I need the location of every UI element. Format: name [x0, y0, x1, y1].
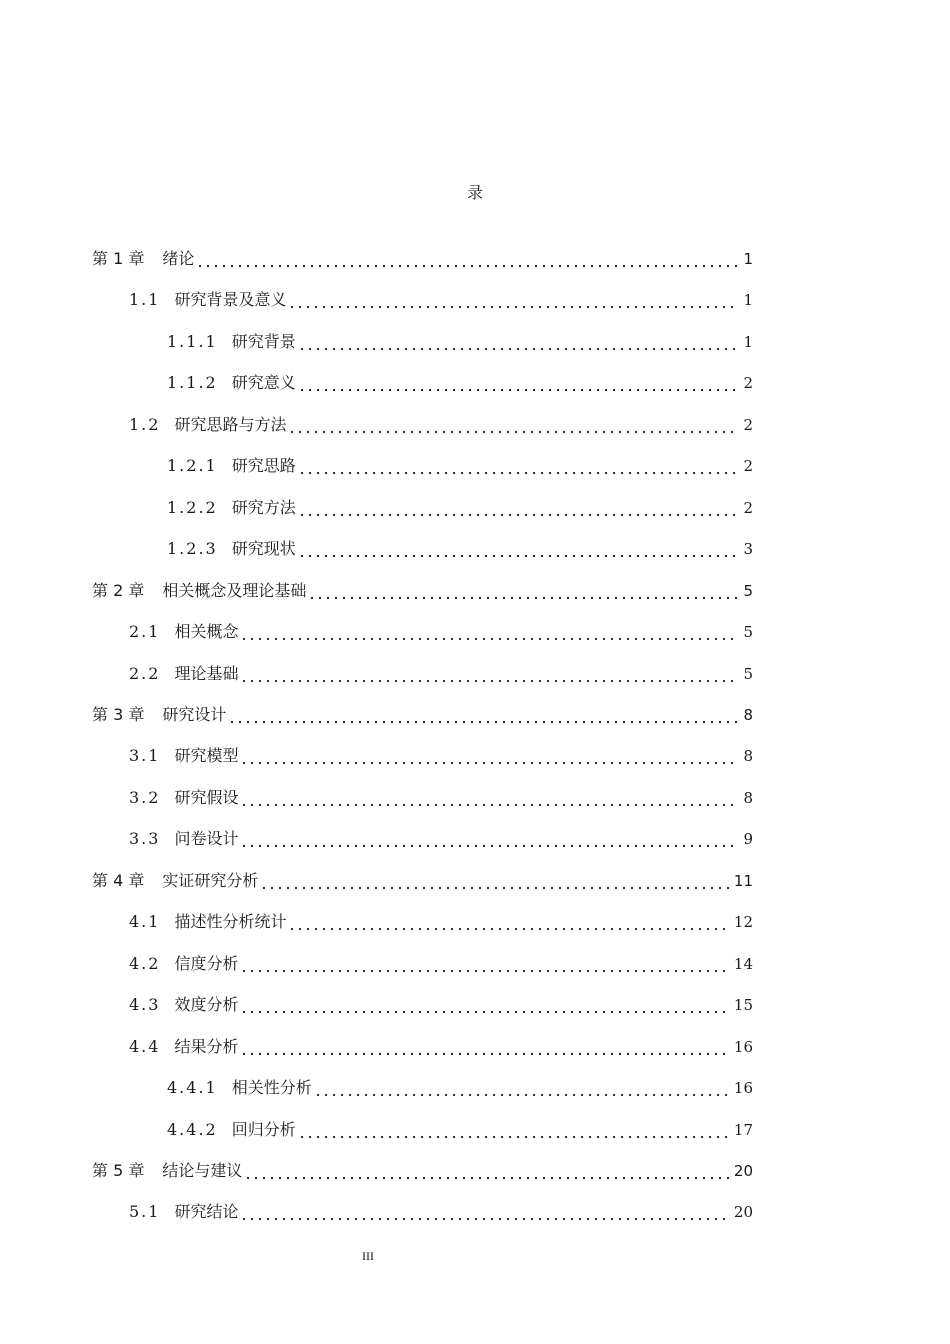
toc-entry-page-number: 8	[743, 747, 753, 766]
toc-dot-leader	[240, 637, 739, 641]
toc-entry-page-number: 11	[733, 871, 753, 890]
toc-entry-page-number: 8	[743, 706, 753, 724]
toc-dot-leader	[298, 1135, 730, 1139]
toc-entry-title: 研究设计	[162, 705, 227, 724]
toc-entry-number: 1.2.2	[167, 497, 218, 517]
toc-dot-leader	[260, 886, 730, 890]
toc-entry-page-number: 20	[733, 1161, 753, 1180]
toc-entry[interactable]	[167, 455, 753, 477]
toc-entry-number: 4.4.1	[167, 1078, 218, 1097]
toc-entry-title: 研究现状	[231, 539, 296, 559]
toc-entry-page-number: 14	[733, 954, 753, 973]
toc-dot-leader	[288, 927, 729, 931]
toc-entry-page-number: 2	[743, 498, 753, 517]
toc-dot-leader	[298, 388, 740, 392]
toc-dot-leader	[308, 596, 739, 600]
toc-entry-page-number: 5	[743, 581, 753, 600]
toc-dot-leader	[196, 264, 739, 268]
toc-entry[interactable]	[129, 787, 753, 809]
toc-entry-title: 研究背景及意义	[174, 290, 287, 310]
toc-dot-leader	[240, 761, 739, 765]
toc-dot-leader	[288, 305, 739, 309]
toc-entry-page-number: 5	[743, 623, 753, 641]
toc-entry-number: 1.2.3	[167, 539, 218, 559]
toc-dot-leader	[288, 430, 739, 434]
toc-entry[interactable]	[129, 289, 753, 311]
toc-entry[interactable]	[167, 497, 753, 519]
toc-entry-page-number: 8	[743, 788, 753, 807]
toc-dot-leader	[244, 1176, 730, 1180]
toc-dot-leader	[240, 1052, 729, 1056]
toc-entry-page-number: 16	[733, 1037, 753, 1056]
toc-entry-page-number: 12	[733, 913, 753, 932]
toc-entry-number: 3.2	[129, 787, 161, 807]
toc-entry-title: 研究模型	[174, 746, 239, 766]
toc-entry[interactable]	[129, 745, 753, 767]
toc-dot-leader	[298, 471, 740, 475]
toc-entry-number: 1.1.2	[167, 373, 218, 393]
toc-entry-number: 4.3	[129, 995, 161, 1015]
toc-entry-title: 问卷设计	[174, 829, 239, 849]
toc-entry[interactable]	[167, 372, 753, 394]
toc-entry-page-number: 15	[733, 996, 753, 1015]
toc-entry-page-number: 17	[733, 1120, 753, 1139]
toc-entry-page-number: 16	[733, 1079, 753, 1097]
toc-entry[interactable]	[167, 538, 753, 560]
toc-entry-title: 研究背景	[231, 331, 296, 351]
toc-entry-number: 第 3 章	[92, 705, 145, 724]
toc-entry-number: 1.2.1	[167, 456, 218, 476]
toc-entry[interactable]	[167, 1119, 753, 1141]
toc-entry-title: 理论基础	[174, 663, 239, 683]
toc-entry-number: 3.3	[129, 829, 161, 849]
toc-entry-title: 实证研究分析	[162, 870, 259, 890]
toc-entry[interactable]	[129, 414, 753, 436]
toc-entry[interactable]	[129, 994, 753, 1016]
page-number-footer: III	[362, 1249, 374, 1263]
toc-title: 录	[466, 183, 483, 202]
toc-entry-page-number: 1	[743, 332, 753, 351]
toc-entry-page-number: 2	[743, 374, 753, 393]
toc-entry[interactable]	[129, 1036, 753, 1058]
toc-dot-leader	[314, 1093, 730, 1097]
toc-dot-leader	[240, 1010, 729, 1014]
toc-entry-page-number: 9	[743, 830, 753, 849]
toc-entry-title: 信度分析	[174, 953, 239, 973]
toc-entry-page-number: 20	[733, 1203, 753, 1222]
toc-entry-number: 1.2	[129, 414, 161, 434]
toc-entry-number: 第 5 章	[92, 1160, 145, 1180]
toc-entry[interactable]	[92, 870, 753, 892]
toc-entry-number: 第 2 章	[92, 580, 145, 600]
toc-entry[interactable]	[129, 1201, 753, 1223]
toc-entry[interactable]	[129, 828, 753, 850]
toc-dot-leader	[240, 844, 739, 848]
toc-dot-leader	[298, 513, 740, 517]
toc-entry-title: 研究思路	[231, 456, 296, 476]
toc-entry[interactable]	[129, 663, 753, 685]
toc-entry[interactable]	[92, 248, 753, 270]
toc-entry-page-number: 1	[743, 291, 753, 310]
toc-entry-title: 结论与建议	[162, 1160, 243, 1180]
toc-entry-number: 5.1	[129, 1202, 161, 1222]
toc-entry-title: 效度分析	[174, 995, 239, 1015]
toc-dot-leader	[240, 679, 739, 683]
toc-dot-leader	[240, 969, 729, 973]
toc-dot-leader	[240, 1217, 729, 1221]
toc-entry-title: 研究假设	[174, 787, 239, 807]
toc-dot-leader	[240, 803, 739, 807]
toc-entry-page-number: 2	[743, 415, 753, 434]
toc-entry[interactable]	[92, 1160, 753, 1182]
toc-entry-title: 相关性分析	[231, 1078, 312, 1097]
toc-entry-number: 4.4.2	[167, 1119, 218, 1139]
toc-entry-number: 4.4	[129, 1036, 161, 1056]
toc-entry-title: 绪论	[162, 249, 195, 268]
toc-entry-page-number: 1	[743, 250, 753, 268]
toc-entry[interactable]	[167, 331, 753, 353]
toc-entry[interactable]	[129, 911, 753, 933]
toc-dot-leader	[298, 554, 740, 558]
toc-entry-title: 研究结论	[174, 1202, 239, 1222]
toc-entry-number: 3.1	[129, 746, 161, 766]
toc-entry-title: 研究意义	[231, 373, 296, 393]
toc-entry-title: 结果分析	[174, 1036, 239, 1056]
toc-entry-number: 第 4 章	[92, 870, 145, 890]
toc-dot-leader	[228, 720, 739, 724]
toc-entry-title: 回归分析	[231, 1119, 296, 1139]
toc-entry-number: 1.1.1	[167, 331, 218, 351]
toc-entry[interactable]	[129, 953, 753, 975]
toc-entry-page-number: 3	[743, 540, 753, 559]
toc-entry-number: 2.2	[129, 663, 161, 683]
toc-entry-title: 相关概念	[174, 622, 239, 641]
toc-entry[interactable]	[92, 704, 753, 726]
toc-entry[interactable]	[129, 621, 753, 643]
toc-entry-number: 4.2	[129, 953, 161, 973]
toc-entry[interactable]	[167, 1077, 753, 1099]
toc-entry-number: 第 1 章	[92, 249, 145, 268]
toc-entry-number: 4.1	[129, 912, 161, 932]
toc-entry-page-number: 5	[743, 664, 753, 683]
toc-entry-number: 1.1	[129, 290, 161, 310]
toc-entry-page-number: 2	[743, 457, 753, 476]
toc-entry[interactable]	[92, 580, 753, 602]
toc-entry-title: 研究方法	[231, 497, 296, 517]
toc-entry-number: 2.1	[129, 622, 161, 641]
toc-entry-title: 相关概念及理论基础	[162, 580, 307, 600]
toc-entry-title: 研究思路与方法	[174, 414, 287, 434]
toc-dot-leader	[298, 347, 740, 351]
toc-entry-title: 描述性分析统计	[174, 912, 287, 932]
